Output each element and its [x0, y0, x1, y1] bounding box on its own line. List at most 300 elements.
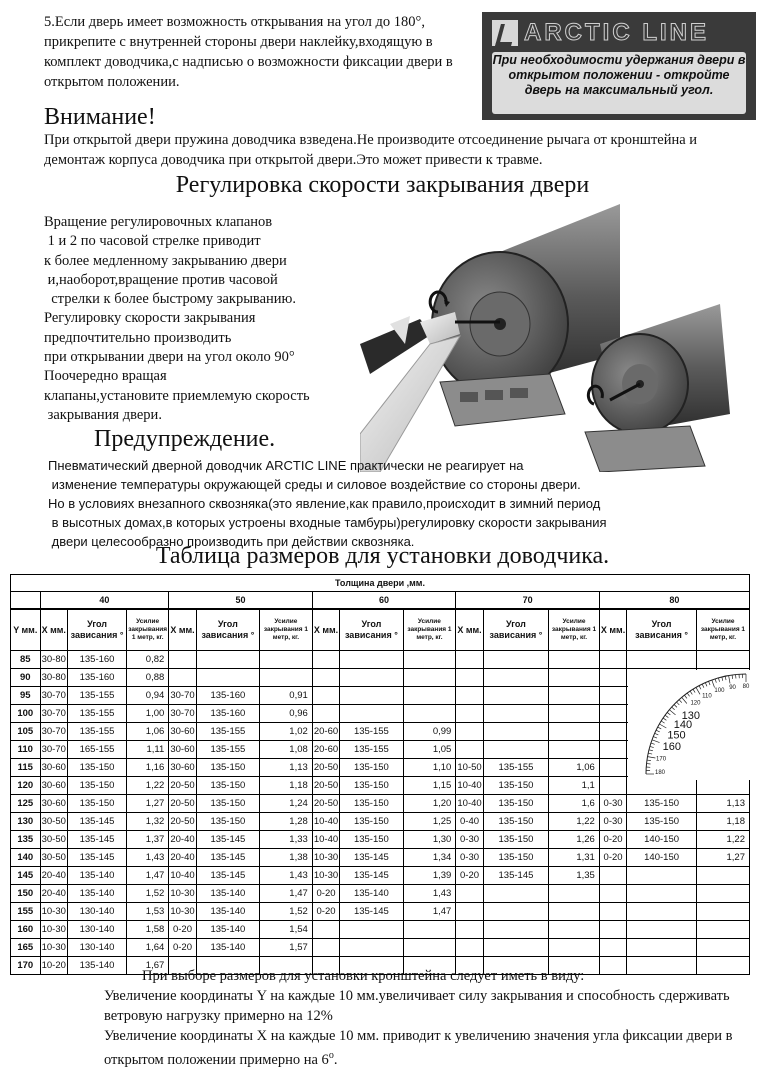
x-value — [312, 705, 339, 723]
speed-line: 1 и 2 по часовой стрелке приводит — [44, 233, 261, 250]
angle-value: 135-160 — [196, 687, 259, 705]
angle-value: 135-150 — [340, 831, 403, 849]
table-heading: Таблица размеров для установки доводчика. — [155, 543, 610, 569]
y-group-spacer — [11, 592, 41, 610]
angle-value — [483, 741, 548, 759]
speed-line: Поочередно вращая — [44, 368, 167, 385]
force-value: 1,08 — [260, 741, 313, 759]
angle-value: 135-160 — [196, 705, 259, 723]
force-value — [260, 669, 313, 687]
x-value: 20-40 — [40, 885, 67, 903]
protractor-label: 90 — [729, 685, 736, 692]
x-value: 30-60 — [40, 777, 67, 795]
x-value: 10-50 — [456, 759, 483, 777]
angle-value: 130-140 — [67, 939, 126, 957]
x-value — [456, 885, 483, 903]
x-value: 20-50 — [312, 777, 339, 795]
col-x-header: X мм. — [169, 609, 196, 651]
force-value: 1,39 — [403, 867, 456, 885]
table-row — [11, 921, 750, 939]
angle-value — [483, 705, 548, 723]
x-value: 10-30 — [40, 939, 67, 957]
arctic-line-sticker — [482, 12, 756, 120]
x-value: 0-20 — [169, 939, 196, 957]
force-value: 1,25 — [403, 813, 456, 831]
x-value: 20-50 — [312, 759, 339, 777]
col-y-header: Y мм. — [11, 609, 41, 651]
y-value: 90 — [11, 669, 41, 687]
table-row — [11, 939, 750, 957]
col-force-header: Усилие закрывания 1 метр, кг. — [549, 609, 600, 651]
y-value: 150 — [11, 885, 41, 903]
force-value — [549, 921, 600, 939]
speed-line: к более медленному закрыванию двери — [44, 252, 287, 269]
closer-adjustment-photo — [360, 204, 760, 472]
angle-value: 135-145 — [67, 849, 126, 867]
x-value — [169, 669, 196, 687]
force-value — [260, 651, 313, 669]
force-value — [696, 939, 749, 957]
bottom-notes — [104, 986, 744, 1070]
force-value: 1,38 — [260, 849, 313, 867]
angle-value: 135-155 — [67, 723, 126, 741]
angle-value: 130-140 — [67, 921, 126, 939]
angle-value: 165-155 — [67, 741, 126, 759]
angle-value: 135-140 — [196, 939, 259, 957]
speed-line: и,наоборот,вращение против часовой — [44, 271, 278, 288]
speed-line: предпочтительно производить — [44, 329, 232, 346]
angle-value: 135-150 — [67, 795, 126, 813]
arctic-line-logo-icon — [492, 20, 518, 46]
col-angle-header: Угол зависания ° — [483, 609, 548, 651]
col-force-header: Усилие закрывания 1 метр, кг. — [696, 609, 749, 651]
force-value: 1,31 — [549, 849, 600, 867]
angle-value — [627, 867, 697, 885]
force-value: 1,16 — [127, 759, 169, 777]
col-angle-header: Угол зависания ° — [67, 609, 126, 651]
speed-line: при открывании двери на угол около 90° — [44, 349, 295, 366]
attention-text: При открытой двери пружина доводчика взведена.Не производите отсоединение рычага от кронштейна и демонтаж корпуса доводчика при открытой двери.Это может привести к травме. — [44, 132, 698, 168]
x-value: 10-30 — [40, 903, 67, 921]
angle-value: 135-145 — [67, 831, 126, 849]
column-header-row — [11, 609, 750, 651]
angle-value: 135-155 — [483, 759, 548, 777]
x-value — [456, 669, 483, 687]
force-value: 1,58 — [127, 921, 169, 939]
angle-value: 135-145 — [340, 903, 403, 921]
angle-value: 135-155 — [340, 723, 403, 741]
col-angle-header: Угол зависания ° — [627, 609, 697, 651]
table-row — [11, 849, 750, 867]
x-value — [599, 957, 626, 975]
x-value: 30-50 — [40, 813, 67, 831]
x-value — [456, 921, 483, 939]
note-x-text: Увеличение координаты X на каждые 10 мм. приводит к увеличению значения угла фиксации двери в открытом положении примерно на 6 — [104, 1028, 733, 1068]
force-value: 1,28 — [260, 813, 313, 831]
y-value: 170 — [11, 957, 41, 975]
x-value: 10-40 — [312, 831, 339, 849]
warning-text — [48, 456, 748, 551]
x-value: 10-40 — [169, 867, 196, 885]
note-x-end: . — [333, 1051, 338, 1068]
angle-value: 135-145 — [340, 849, 403, 867]
force-value: 1,18 — [260, 777, 313, 795]
x-value: 30-80 — [40, 669, 67, 687]
angle-value: 135-160 — [67, 669, 126, 687]
force-value: 1,05 — [403, 741, 456, 759]
force-value: 0,99 — [403, 723, 456, 741]
x-value: 10-30 — [312, 849, 339, 867]
force-value: 1,22 — [549, 813, 600, 831]
angle-value: 135-140 — [67, 885, 126, 903]
x-value — [599, 903, 626, 921]
angle-value: 135-140 — [67, 867, 126, 885]
x-value: 30-60 — [169, 759, 196, 777]
force-value — [403, 687, 456, 705]
force-value: 1,10 — [403, 759, 456, 777]
x-value: 10-40 — [312, 813, 339, 831]
bottom-intro: При выборе размеров для установки кронштейна следует иметь в виду: — [142, 968, 585, 984]
x-value: 30-70 — [40, 705, 67, 723]
angle-value: 135-150 — [483, 813, 548, 831]
force-value — [696, 867, 749, 885]
force-value: 1,27 — [127, 795, 169, 813]
col-x-header: X мм. — [312, 609, 339, 651]
force-value — [403, 939, 456, 957]
y-value: 125 — [11, 795, 41, 813]
x-value: 10-40 — [456, 795, 483, 813]
angle-value: 135-150 — [196, 813, 259, 831]
angle-value: 135-145 — [196, 867, 259, 885]
force-value: 1,47 — [260, 885, 313, 903]
angle-value: 140-150 — [627, 831, 697, 849]
force-value: 1,18 — [696, 813, 749, 831]
force-value: 1,47 — [403, 903, 456, 921]
thickness-header: Толщина двери ,мм. — [11, 575, 750, 592]
table-row — [11, 867, 750, 885]
table-row — [11, 813, 750, 831]
angle-value: 135-140 — [67, 957, 126, 975]
protractor-label: 130 — [681, 709, 701, 722]
angle-value — [483, 921, 548, 939]
angle-value — [340, 705, 403, 723]
note-y: Увеличение координаты Y на каждые 10 мм.увеличивает силу закрывания и способность сдерживать ветровую нагрузку примерно на 12% — [104, 988, 730, 1024]
force-value — [549, 939, 600, 957]
x-value — [456, 741, 483, 759]
force-value: 1,22 — [127, 777, 169, 795]
force-value: 1,37 — [127, 831, 169, 849]
x-value: 0-30 — [599, 795, 626, 813]
force-value: 1,13 — [260, 759, 313, 777]
x-value: 0-20 — [312, 903, 339, 921]
angle-value — [483, 669, 548, 687]
speed-line: Регулировку скорости закрывания — [44, 310, 256, 327]
angle-value — [483, 903, 548, 921]
angle-value: 135-150 — [627, 813, 697, 831]
x-value: 20-40 — [169, 849, 196, 867]
angle-value — [340, 921, 403, 939]
force-value — [549, 705, 600, 723]
force-value: 0,94 — [127, 687, 169, 705]
force-value: 0,91 — [260, 687, 313, 705]
y-value: 140 — [11, 849, 41, 867]
x-value: 30-60 — [40, 795, 67, 813]
angle-value — [483, 885, 548, 903]
force-value — [549, 651, 600, 669]
protractor-label: 170 — [656, 756, 667, 763]
x-value: 30-60 — [169, 723, 196, 741]
force-value: 1,15 — [403, 777, 456, 795]
y-value: 100 — [11, 705, 41, 723]
force-value: 1,13 — [696, 795, 749, 813]
col-angle-header: Угол зависания ° — [340, 609, 403, 651]
angle-value: 135-155 — [67, 687, 126, 705]
angle-value — [627, 885, 697, 903]
sticker-note: При необходимости удержания двери в открытом положении - откройте дверь на максимальный угол. — [492, 52, 746, 114]
x-value — [599, 651, 626, 669]
x-value: 10-30 — [169, 885, 196, 903]
angle-value — [627, 903, 697, 921]
force-value — [403, 921, 456, 939]
angle-value — [483, 939, 548, 957]
force-value: 0,82 — [127, 651, 169, 669]
item-5-text: 5.Если дверь имеет возможность открывания на угол до 180°, прикрепите с внутренней стороны двери наклейку,входящую в комплект доводчика,с надписью о возможности фиксации двери в открытом положении. — [44, 14, 453, 90]
force-value — [403, 669, 456, 687]
angle-value: 135-150 — [340, 813, 403, 831]
group-header-40: 40 — [40, 592, 169, 610]
x-value: 20-40 — [40, 867, 67, 885]
x-value — [599, 669, 626, 687]
y-value: 165 — [11, 939, 41, 957]
angle-value: 135-145 — [67, 813, 126, 831]
protractor-label: 80 — [742, 684, 750, 690]
angle-value: 135-155 — [67, 705, 126, 723]
x-value — [599, 687, 626, 705]
warning-heading: Предупреждение. — [94, 426, 276, 452]
angle-value — [627, 921, 697, 939]
x-value: 0-20 — [169, 921, 196, 939]
force-value — [549, 741, 600, 759]
x-value — [312, 939, 339, 957]
angle-value: 135-150 — [67, 759, 126, 777]
angle-value: 135-155 — [196, 741, 259, 759]
force-value — [696, 885, 749, 903]
table-row — [11, 831, 750, 849]
angle-value — [483, 651, 548, 669]
angle-value: 130-140 — [67, 903, 126, 921]
angle-value — [340, 939, 403, 957]
speed-line: Вращение регулировочных клапанов — [44, 214, 273, 230]
x-value: 0-20 — [599, 849, 626, 867]
x-value — [599, 723, 626, 741]
force-value: 1,20 — [403, 795, 456, 813]
col-angle-header: Угол зависания ° — [196, 609, 259, 651]
sticker-logo — [492, 18, 746, 48]
col-force-header: Усилие закрывания 1 метр, кг. — [127, 609, 169, 651]
x-value: 0-30 — [599, 813, 626, 831]
group-header-50: 50 — [169, 592, 313, 610]
speed-text — [44, 213, 364, 425]
force-value — [696, 957, 749, 975]
x-value — [456, 939, 483, 957]
angle-value: 135-150 — [196, 777, 259, 795]
x-value: 20-60 — [312, 723, 339, 741]
x-value: 20-50 — [312, 795, 339, 813]
warning-line: Но в условиях внезапного сквозняка(это явление,как правило,происходит в зимний период — [48, 496, 601, 511]
x-value — [599, 885, 626, 903]
y-value: 115 — [11, 759, 41, 777]
force-value: 1,24 — [260, 795, 313, 813]
x-value: 10-40 — [456, 777, 483, 795]
note-x — [104, 1026, 744, 1070]
x-value — [456, 651, 483, 669]
x-value: 20-60 — [312, 741, 339, 759]
group-header-70: 70 — [456, 592, 600, 610]
warning-line: в высотных домах,в которых устроены входные тамбуры)регулировку скорости закрывания — [48, 515, 607, 530]
force-value: 1,57 — [260, 939, 313, 957]
speed-line: клапаны,установите приемлемую скорость — [44, 387, 310, 404]
angle-value: 135-145 — [196, 849, 259, 867]
group-header-row — [11, 592, 750, 610]
y-value: 85 — [11, 651, 41, 669]
protractor-icon — [628, 670, 750, 780]
y-value: 110 — [11, 741, 41, 759]
x-value — [312, 921, 339, 939]
x-value — [312, 687, 339, 705]
angle-value — [340, 669, 403, 687]
force-value: 1,32 — [127, 813, 169, 831]
angle-value — [483, 723, 548, 741]
force-value: 1,52 — [127, 885, 169, 903]
angle-value: 135-150 — [67, 777, 126, 795]
x-value: 30-50 — [40, 831, 67, 849]
force-value — [403, 705, 456, 723]
force-value: 1,43 — [127, 849, 169, 867]
force-value: 1,11 — [127, 741, 169, 759]
x-value: 30-60 — [40, 759, 67, 777]
x-value: 10-30 — [40, 921, 67, 939]
angle-value: 135-150 — [196, 759, 259, 777]
x-value: 30-60 — [169, 741, 196, 759]
force-value: 1,22 — [696, 831, 749, 849]
force-value: 1,27 — [696, 849, 749, 867]
col-force-header: Усилие закрывания 1 метр, кг. — [260, 609, 313, 651]
angle-value: 135-150 — [340, 795, 403, 813]
col-force-header: Усилие закрывания 1 метр, кг. — [403, 609, 456, 651]
x-value: 30-70 — [40, 741, 67, 759]
table-row — [11, 795, 750, 813]
col-x-header: X мм. — [599, 609, 626, 651]
angle-value: 135-150 — [483, 849, 548, 867]
force-value — [696, 903, 749, 921]
angle-value: 135-145 — [196, 831, 259, 849]
angle-value — [627, 651, 697, 669]
x-value: 0-30 — [456, 849, 483, 867]
x-value: 30-70 — [169, 687, 196, 705]
x-value — [312, 651, 339, 669]
protractor-label: 150 — [667, 729, 686, 742]
speed-line: закрывания двери. — [44, 406, 162, 423]
x-value — [456, 705, 483, 723]
force-value: 1,47 — [127, 867, 169, 885]
angle-value — [483, 687, 548, 705]
force-value: 1,43 — [403, 885, 456, 903]
x-value — [599, 777, 626, 795]
force-value: 0,96 — [260, 705, 313, 723]
x-value: 0-40 — [456, 813, 483, 831]
x-value — [456, 903, 483, 921]
angle-value: 135-150 — [196, 795, 259, 813]
angle-value: 135-145 — [483, 867, 548, 885]
x-value: 0-30 — [456, 831, 483, 849]
force-value — [549, 903, 600, 921]
force-value: 1,26 — [549, 831, 600, 849]
force-value: 1,02 — [260, 723, 313, 741]
y-value: 135 — [11, 831, 41, 849]
force-value: 1,00 — [127, 705, 169, 723]
force-value — [696, 921, 749, 939]
x-value: 30-70 — [169, 705, 196, 723]
force-value — [549, 723, 600, 741]
x-value — [599, 741, 626, 759]
y-value: 160 — [11, 921, 41, 939]
angle-value: 135-150 — [340, 777, 403, 795]
angle-value: 135-155 — [340, 741, 403, 759]
attention-heading: Внимание! — [44, 104, 156, 130]
protractor-label: 140 — [673, 719, 693, 732]
angle-value: 135-150 — [483, 795, 548, 813]
protractor-label: 100 — [714, 688, 725, 695]
force-value: 1,64 — [127, 939, 169, 957]
y-value: 120 — [11, 777, 41, 795]
force-value: 1,43 — [260, 867, 313, 885]
force-value: 0,88 — [127, 669, 169, 687]
force-value — [549, 669, 600, 687]
x-value: 30-80 — [40, 651, 67, 669]
table-row — [11, 651, 750, 669]
force-value: 1,6 — [549, 795, 600, 813]
degree-mark: о — [328, 1050, 334, 1061]
x-value — [456, 687, 483, 705]
angle-value — [340, 687, 403, 705]
angle-value: 135-140 — [196, 921, 259, 939]
x-value — [456, 723, 483, 741]
speed-heading: Регулировка скорости закрывания двери — [175, 172, 590, 198]
angle-value — [627, 939, 697, 957]
warning-line: изменение температуры окружающей среды и силовое воздействие со стороны двери. — [48, 477, 581, 492]
force-value: 1,54 — [260, 921, 313, 939]
angle-value — [627, 957, 697, 975]
force-value: 1,1 — [549, 777, 600, 795]
table-row — [11, 903, 750, 921]
x-value: 30-50 — [40, 849, 67, 867]
warning-line: двери целесообразно производить при действии сквозняка. — [48, 534, 415, 549]
force-value: 1,06 — [549, 759, 600, 777]
angle-value: 135-150 — [483, 777, 548, 795]
x-value — [599, 939, 626, 957]
angle-value: 135-155 — [196, 723, 259, 741]
angle-value: 140-150 — [627, 849, 697, 867]
force-value — [549, 885, 600, 903]
force-value: 1,30 — [403, 831, 456, 849]
x-value: 30-70 — [40, 723, 67, 741]
x-value: 20-50 — [169, 813, 196, 831]
force-value: 1,52 — [260, 903, 313, 921]
x-value — [169, 651, 196, 669]
x-value: 10-30 — [312, 867, 339, 885]
group-header-80: 80 — [599, 592, 749, 610]
x-value — [599, 705, 626, 723]
